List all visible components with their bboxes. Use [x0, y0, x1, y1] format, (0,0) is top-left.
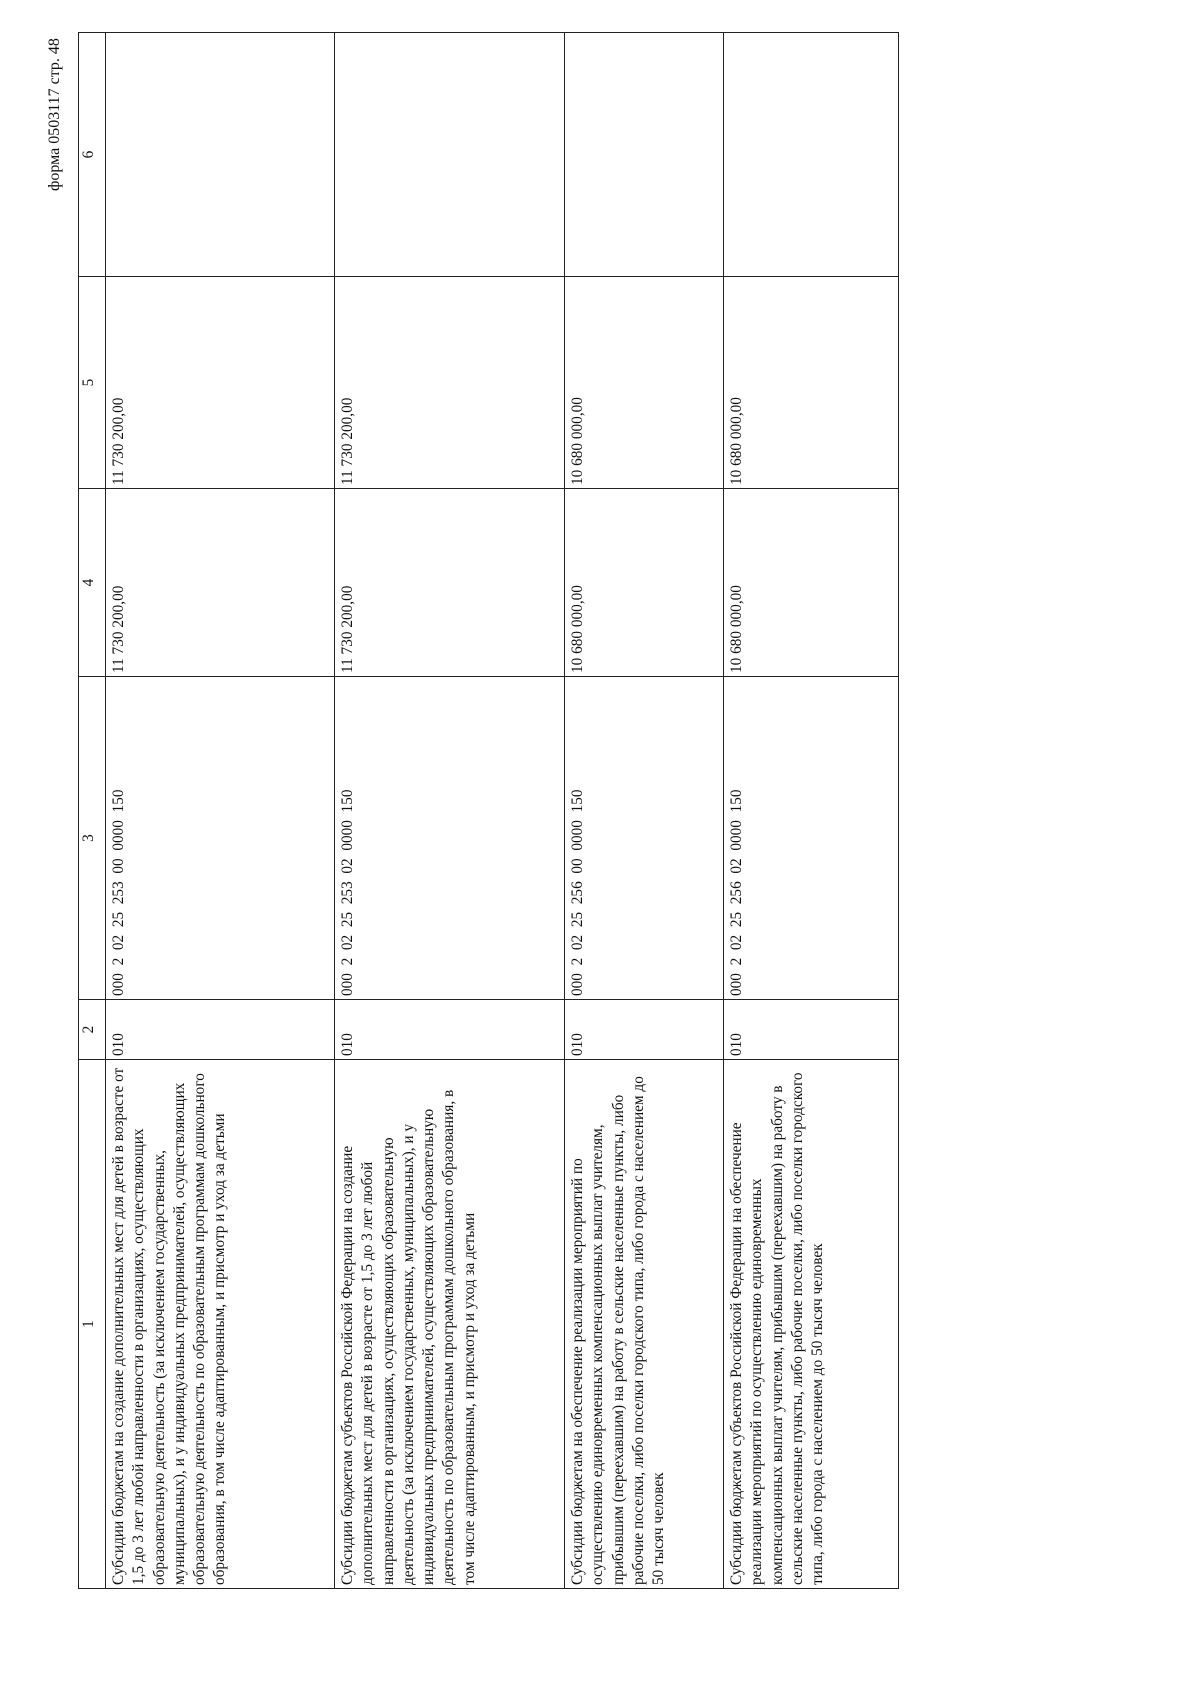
approved-amount: 10 680 000,00 [565, 489, 724, 677]
row-name: Субсидии бюджетам на обеспечение реализации мероприятий по осуществлению единовременных компенсационных выплат учителям, прибывшим (переехавшим) на работу в сельские населенные пункты, либо рабочие поселки, либо поселки городского типа, либо города с населением до 50 тысяч человек [565, 1060, 724, 1589]
form-id-label: форма 0503117 стр. 48 [46, 38, 63, 191]
approved-amount: 10 680 000,00 [724, 489, 899, 677]
column-header-4: 4 [79, 489, 106, 677]
line-code: 010 [335, 1000, 565, 1060]
column-header-2: 2 [79, 1000, 106, 1060]
column-header-6: 6 [79, 33, 106, 277]
unexecuted-amount [335, 33, 565, 277]
unexecuted-amount [724, 33, 899, 277]
row-name: Субсидии бюджетам субъектов Российской Федерации на создание дополнительных мест для детей в возрасте от 1,5 до 3 лет любой направленности в организациях, осуществляющих образовательную деятельность (за исключением государственных, муниципальных), и у индивидуальных предпринимателей, осуществляющих образовательную деятельность по образовательным программам дошкольного образования, в том числе адаптированным, и присмотр и уход за детьми [335, 1060, 565, 1589]
line-code: 010 [106, 1000, 335, 1060]
executed-amount: 11 730 200,00 [106, 277, 335, 489]
approved-amount: 11 730 200,00 [106, 489, 335, 677]
column-header-3: 3 [79, 677, 106, 1000]
executed-amount: 11 730 200,00 [335, 277, 565, 489]
row-name: Субсидии бюджетам субъектов Российской Федерации на обеспечение реализации мероприятий по осуществлению единовременных компенсационных выплат учителям, прибывшим (переехавшим) на работу в сельские населенные пункты, либо рабочие поселки, либо поселки городского типа, либо города с населением до 50 тысяч человек [724, 1060, 899, 1589]
executed-amount: 10 680 000,00 [565, 277, 724, 489]
budget-classification-code: 000 2 02 25 253 02 0000 150 [335, 677, 565, 1000]
unexecuted-amount [565, 33, 724, 277]
row-name: Субсидии бюджетам на создание дополнительных мест для детей в возрасте от 1,5 до 3 лет любой направленности в организациях, осуществляющих образовательную деятельность (за исключением государственных, муниципальных), и у индивидуальных предпринимателей, осуществляющих образовательную деятельность по образовательным программам дошкольного образования, в том числе адаптированным, и присмотр и уход за детьми [106, 1060, 335, 1589]
budget-classification-code: 000 2 02 25 256 02 0000 150 [724, 677, 899, 1000]
budget-classification-code: 000 2 02 25 253 00 0000 150 [106, 677, 335, 1000]
approved-amount: 11 730 200,00 [335, 489, 565, 677]
executed-amount: 10 680 000,00 [724, 277, 899, 489]
budget-classification-code: 000 2 02 25 256 00 0000 150 [565, 677, 724, 1000]
line-code: 010 [724, 1000, 899, 1060]
column-header-1: 1 [79, 1060, 106, 1589]
column-number-row [79, 33, 106, 1589]
budget-table [78, 32, 899, 1589]
table-row [724, 33, 899, 1589]
unexecuted-amount [106, 33, 335, 277]
column-header-5: 5 [79, 277, 106, 489]
table-row [106, 33, 335, 1589]
table-row [565, 33, 724, 1589]
table-row [335, 33, 565, 1589]
line-code: 010 [565, 1000, 724, 1060]
